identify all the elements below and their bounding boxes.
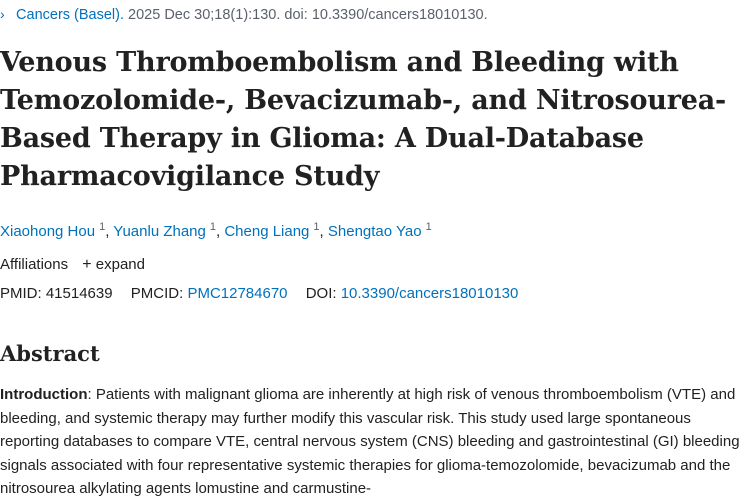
author-link[interactable]: Shengtao Yao bbox=[327, 223, 422, 240]
author-item bbox=[0, 223, 105, 240]
citation-line bbox=[0, 4, 750, 25]
affiliation-ref[interactable]: 1 bbox=[99, 221, 106, 233]
affiliation-ref[interactable]: 1 bbox=[425, 221, 432, 233]
plus-icon: + bbox=[82, 256, 92, 273]
author-item bbox=[224, 223, 319, 240]
pmid-label: PMID: bbox=[0, 285, 42, 302]
author-separator: , bbox=[105, 223, 114, 240]
doi-link[interactable]: 10.3390/cancers18010130 bbox=[340, 285, 519, 302]
affiliations-toggle[interactable] bbox=[0, 255, 145, 275]
pmcid-link[interactable]: PMC12784670 bbox=[187, 285, 288, 302]
pmid-value: 41514639 bbox=[45, 285, 113, 302]
abstract-heading: Abstract bbox=[0, 341, 100, 366]
article-title: Venous Thromboembolism and Bleeding with Temozolomide-, Bevacizumab-, and Nitrosourea-Based Therapy in Glioma: A Dual-Database Pharmacovigilance Study bbox=[0, 47, 727, 192]
identifiers-line bbox=[0, 284, 518, 304]
affiliation-ref[interactable]: 1 bbox=[313, 221, 320, 233]
abstract-paragraph bbox=[0, 383, 750, 500]
author-link[interactable]: Cheng Liang bbox=[224, 223, 310, 240]
author-item bbox=[328, 223, 432, 240]
expand-label: expand bbox=[95, 256, 145, 273]
citation-details: 2025 Dec 30;18(1):130. doi: 10.3390/cancers18010130. bbox=[128, 7, 488, 23]
author-separator: , bbox=[319, 223, 328, 240]
introduction-text: : Patients with malignant glioma are inherently at high risk of venous thromboembolism (VTE) and bleeding, and systemic therapy may further modify this vascular risk. This study used large spontaneous reporting databases to compare VTE, central nervous system (CNS) bleeding and gastrointestinal (GI) bleeding signals associated with four representative systemic therapies for glioma-temozolomide, bevacizumab and the nitrosourea alkylating agents lomustine and carmustine- bbox=[0, 386, 740, 497]
author-link[interactable]: Yuanlu Zhang bbox=[113, 223, 206, 240]
affiliations-label: Affiliations bbox=[0, 256, 69, 273]
author-link[interactable]: Xiaohong Hou bbox=[0, 223, 96, 240]
author-list bbox=[0, 217, 750, 242]
journal-link[interactable]: Cancers (Basel). bbox=[16, 7, 125, 23]
introduction-label: Introduction bbox=[0, 386, 88, 403]
affiliation-ref[interactable]: 1 bbox=[209, 221, 216, 233]
author-item bbox=[113, 223, 216, 240]
pmcid-label: PMCID: bbox=[130, 285, 184, 302]
chevron-right-icon[interactable]: › bbox=[0, 6, 5, 22]
doi-label: DOI: bbox=[305, 285, 337, 302]
author-separator: , bbox=[215, 223, 225, 240]
